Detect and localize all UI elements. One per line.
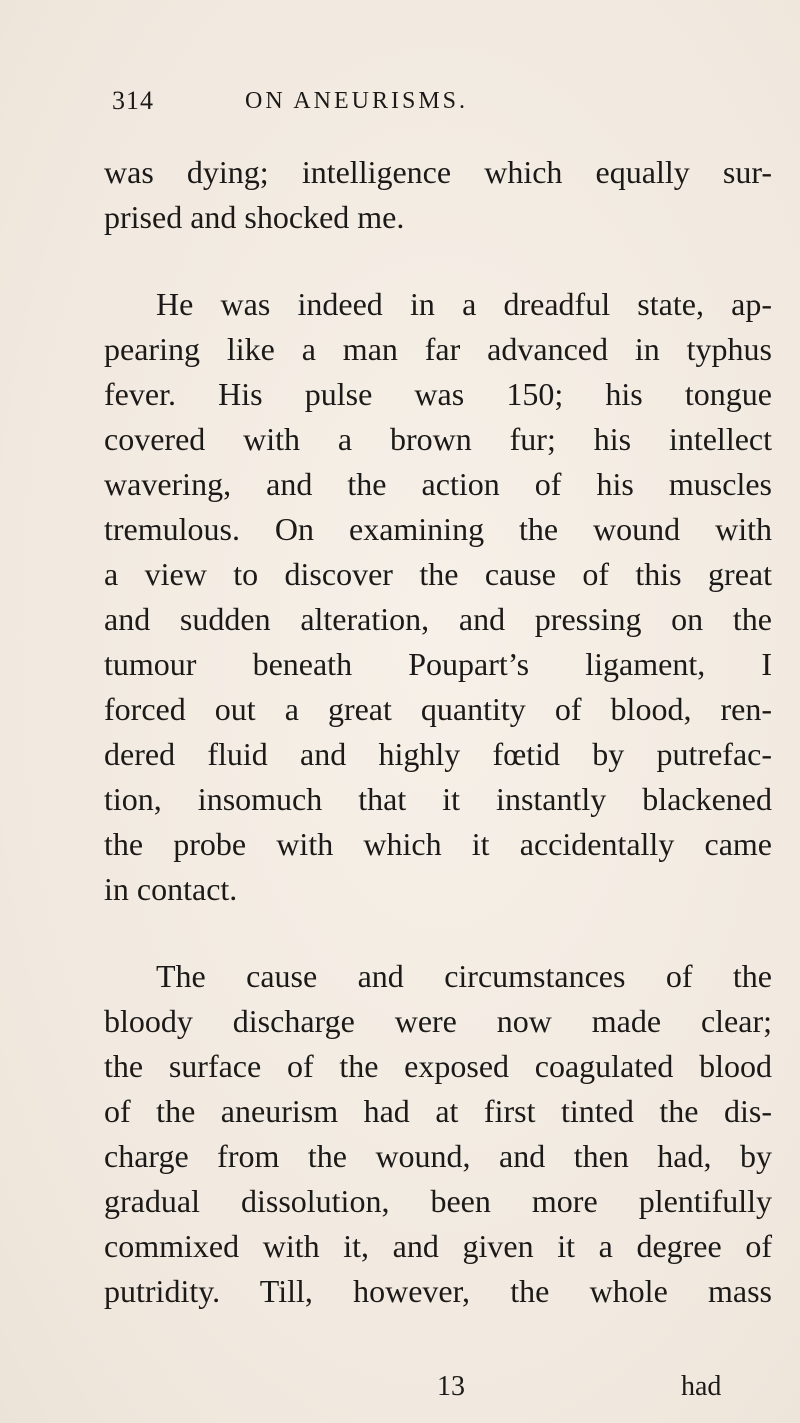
running-head (112, 86, 732, 126)
catchline (0, 1371, 800, 1411)
text-line: dered fluid and highly fœtid by putrefac- (104, 736, 772, 772)
text-line: charge from the wound, and then had, by (104, 1138, 772, 1174)
text-line: a view to discover the cause of this great (104, 556, 772, 592)
text-line: in contact. (104, 871, 238, 907)
text-line: and sudden alteration, and pressing on the (104, 601, 772, 637)
page-number: 314 (112, 86, 154, 115)
text-line: forced out a great quantity of blood, ren- (104, 691, 772, 727)
paragraph-1 (104, 150, 772, 240)
text-line: prised and shocked me. (104, 199, 405, 235)
body-text (104, 150, 772, 1314)
catchword: had (681, 1371, 722, 1402)
text-line: tion, insomuch that it instantly blackened (104, 781, 772, 817)
text-line: wavering, and the action of his muscles (104, 466, 772, 502)
text-line: tremulous. On examining the wound with (104, 511, 772, 547)
text-line: the surface of the exposed coagulated blood (104, 1048, 772, 1084)
text-line: pearing like a man far advanced in typhus (104, 331, 772, 367)
text-line: the probe with which it accidentally came (104, 826, 772, 862)
running-title: ON ANEURISMS. (245, 88, 469, 114)
text-line: fever. His pulse was 150; his tongue (104, 376, 772, 412)
text-line: commixed with it, and given it a degree of (104, 1228, 772, 1264)
paragraph-3 (104, 954, 772, 1314)
text-line: gradual dissolution, been more plentifully (104, 1183, 772, 1219)
text-line: tumour beneath Poupart’s ligament, I (104, 646, 772, 682)
text-line: The cause and circumstances of the (156, 958, 772, 994)
text-line: of the aneurism had at first tinted the dis- (104, 1093, 772, 1129)
text-line: putridity. Till, however, the whole mass (104, 1273, 772, 1309)
signature-mark: 13 (437, 1371, 465, 1402)
text-line: was dying; intelligence which equally sur- (104, 154, 772, 190)
text-line: covered with a brown fur; his intellect (104, 421, 772, 457)
paragraph-2 (104, 282, 772, 912)
text-line: bloody discharge were now made clear; (104, 1003, 772, 1039)
text-line: He was indeed in a dreadful state, ap- (156, 286, 772, 322)
